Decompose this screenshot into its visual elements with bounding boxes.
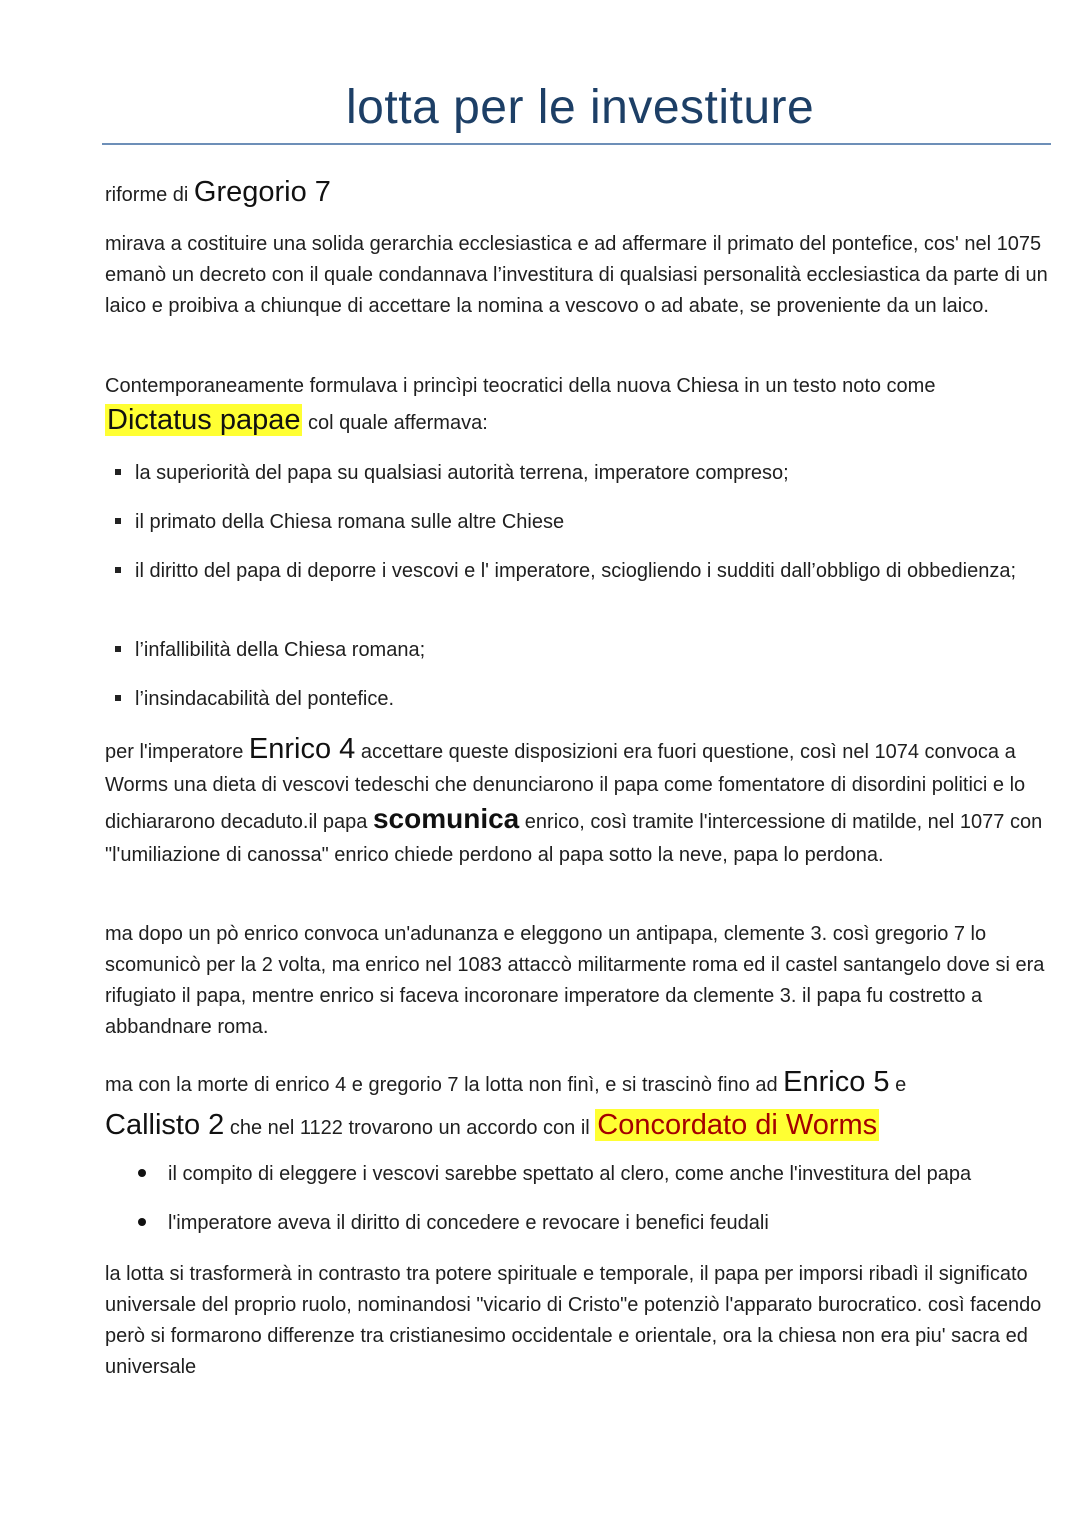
paragraph-concordato: ma con la morte di enrico 4 e gregorio 7 la lotta non finì, e si trascinò fino ad Enrico 5 e Callisto 2 che nel 1122 trovarono un accordo con il Concordato di Worms [105, 1066, 907, 1141]
square-bullet-icon [115, 518, 121, 524]
list-item [138, 1159, 1058, 1190]
callisto-2-name: Callisto 2 [105, 1109, 225, 1141]
square-bullet-icon [115, 646, 121, 652]
section-name: Gregorio 7 [193, 176, 331, 208]
list-item [105, 458, 1050, 489]
page-title: lotta per le investiture [346, 81, 815, 134]
list-item [105, 507, 1050, 538]
list-item [105, 684, 1050, 715]
paragraph-dictatus [105, 369, 1050, 440]
list-item [105, 635, 1050, 666]
title-divider [102, 143, 1051, 145]
dictatus-papae-highlight: Dictatus papae [107, 404, 301, 436]
list-item-text: l’infallibilità della Chiesa romana; [135, 639, 426, 661]
round-bullet-icon [138, 1169, 146, 1177]
list-item-text: il diritto del papa di deporre i vescovi e l' imperatore, sciogliendo i sudditi dall’obbligo di obbedienza; [135, 560, 1017, 582]
square-bullet-icon [115, 567, 121, 573]
list-item-text: il compito di eleggere i vescovi sarebbe spettato al clero, come anche l'investitura del papa [168, 1163, 972, 1185]
concordato-highlight: Concordato di Worms [597, 1109, 878, 1141]
paragraph-intro: mirava a costituire una solida gerarchia ecclesiastica e ad affermare il primato del pontefice, cos' nel 1075 emanò un decreto con il quale condannava l’investitura di qualsiasi personalità ecclesiastica da parte di un laico e proibiva a chiunque di accettare la nomina a vescovo o ad abate, se proveniente da un laico. [105, 233, 1048, 317]
list-item [138, 1208, 1058, 1239]
round-bullet-icon [138, 1218, 146, 1226]
enrico-5-name: Enrico 5 [783, 1066, 890, 1098]
list-item-text: la superiorità del papa su qualsiasi autorità terrena, imperatore compreso; [135, 462, 789, 484]
dictatus-intro-text: Contemporaneamente formulava i princìpi teocratici della nuova Chiesa in un testo noto come [105, 375, 936, 397]
square-bullet-icon [115, 695, 121, 701]
list-item-text: l'imperatore aveva il diritto di concedere e revocare i benefici feudali [168, 1212, 769, 1234]
square-bullet-icon [115, 469, 121, 475]
list-item-text: il primato della Chiesa romana sulle altre Chiese [135, 511, 565, 533]
enrico-4-name: Enrico 4 [248, 733, 356, 765]
list-item [105, 556, 1050, 587]
paragraph-conclusione: la lotta si trasformerà in contrasto tra potere spirituale e temporale, il papa per imporsi ribadì il significato universale del proprio ruolo, nominandosi "vicario di Cristo"e potenziò l'apparato burocratico. così facendo però si formarono differenze tra cristianesimo occidentale e orientale, ora la chiesa non era piu' sacra ed universale [105, 1263, 1042, 1378]
scomunica-emphasis: scomunica [372, 803, 520, 834]
list-item-text: l’insindacabilità del pontefice. [135, 688, 395, 710]
section-prefix: riforme di [105, 184, 194, 206]
paragraph-antipapa: ma dopo un pò enrico convoca un'adunanza e eleggono un antipapa, clemente 3. così gregorio 7 lo scomunicò per la 2 volta, ma enrico nel 1083 attaccò militarmente roma ed il castel santangelo dove si era rifugiato il papa, mentre enrico si faceva incoronare imperatore da clemente 3. il papa fu costretto a abbandnare roma. [105, 923, 1045, 1038]
dictatus-after-text: col quale affermava: [302, 412, 488, 434]
paragraph-enrico: per l'imperatore Enrico 4 accettare queste disposizioni era fuori questione, così nel 1074 convoca a Worms una dieta di vescovi tedeschi che denunciarono il papa come fomentatore di disordini politici e lo dichiararono decaduto.il papa scomunica enrico, così tramite l'intercessione di matilde, nel 1077 con "l'umiliazione di canossa" enrico chiede perdono al papa sotto la neve, papa lo perdona. [105, 733, 1043, 866]
section-heading [105, 172, 1050, 215]
